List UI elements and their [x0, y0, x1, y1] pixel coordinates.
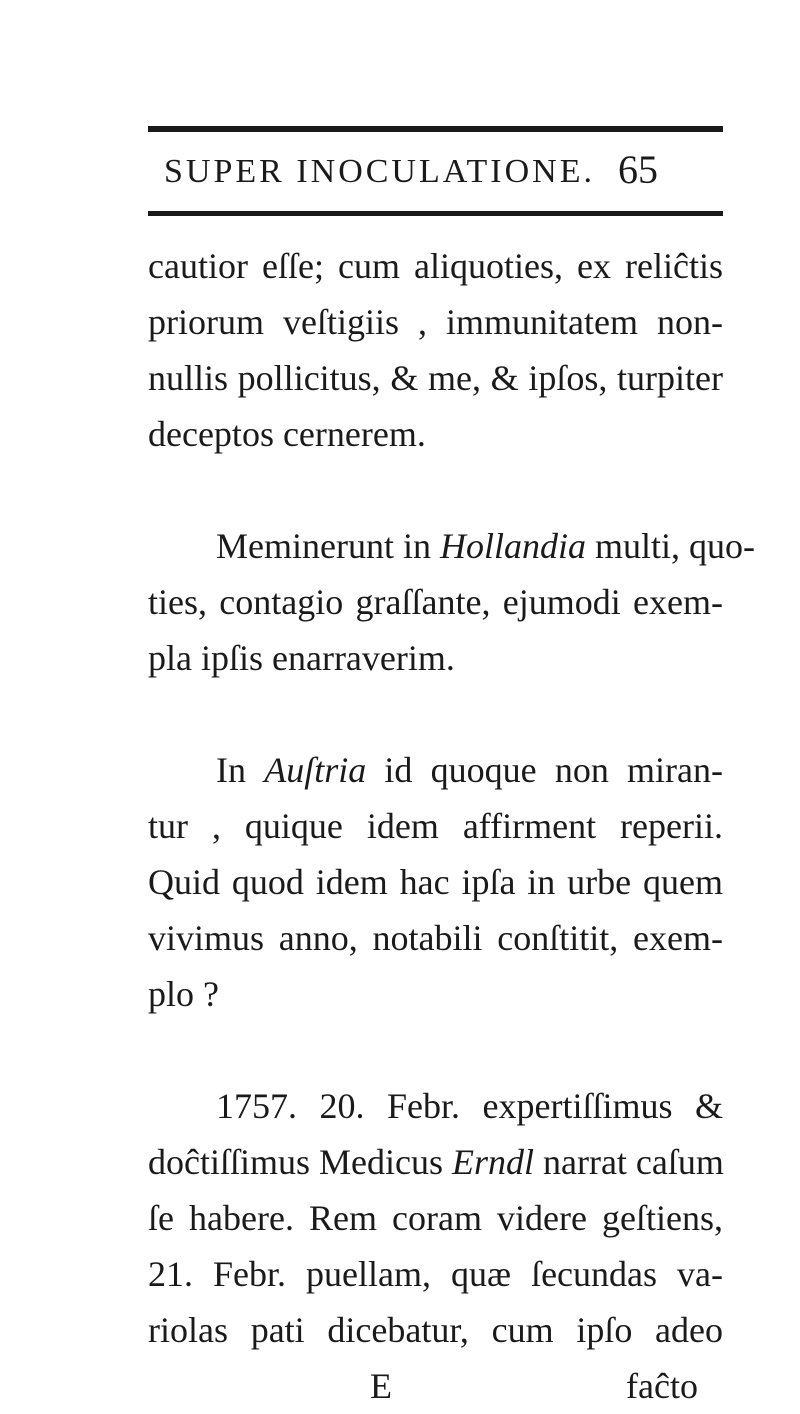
paragraph-1 — [148, 238, 723, 462]
text-line: riolas pati dicebatur, cum ipſo adeo — [148, 1310, 723, 1350]
running-head — [148, 147, 723, 194]
catchword: faĉto — [626, 1366, 698, 1406]
text-line: plo ? — [148, 974, 219, 1014]
header-rule-bottom — [148, 211, 723, 216]
text-line: ſe habere. Rem coram videre geſtiens, — [148, 1198, 723, 1238]
place-name-italic: Auſtria — [264, 750, 367, 790]
text-line: cautior eſſe; cum aliquoties, ex reliĉtis — [148, 246, 723, 286]
text-run: In — [216, 750, 265, 790]
text-line — [148, 518, 755, 574]
text-run: doĉtiſſimus Medicus — [148, 1142, 452, 1182]
text-line: tur , quique idem affirment reperii. — [148, 806, 723, 846]
text-line: 1757. 20. Febr. expertiſſimus & — [216, 1086, 723, 1126]
text-line: 21. Febr. puellam, quæ ſecundas va- — [148, 1254, 723, 1294]
text-line: pla ipſis enarraverim. — [148, 638, 455, 678]
text-line: deceptos cernerem. — [148, 414, 426, 454]
paragraph-spacer — [148, 462, 723, 518]
text-run: Meminerunt in — [216, 526, 440, 566]
body-text — [148, 238, 755, 1414]
text-line: Quid quod idem hac ipſa in urbe quem — [148, 862, 723, 902]
signature-mark: E — [370, 1366, 392, 1406]
text-run: narrat caſum — [534, 1142, 724, 1182]
paragraph-3 — [148, 742, 723, 1022]
page-footer — [148, 1358, 723, 1414]
text-run: multi, quo- — [585, 526, 755, 566]
text-line: ties, contagio graſſante, ejumodi exem- — [148, 582, 723, 622]
paragraph-spacer — [148, 686, 723, 742]
text-run: id quoque non miran- — [366, 750, 723, 790]
paragraph-2 — [148, 518, 755, 686]
header-rule-top — [148, 126, 723, 132]
text-line: priorum veſtigiis , immunitatem non- — [148, 302, 723, 342]
running-title: SUPER INOCULATIONE. — [164, 153, 595, 190]
text-line: vivimus anno, notabili conſtitit, exem- — [148, 918, 723, 958]
paragraph-spacer — [148, 1022, 723, 1078]
text-line — [148, 1134, 723, 1190]
text-line: nullis pollicitus, & me, & ipſos, turpiter — [148, 358, 723, 398]
text-line — [148, 742, 723, 798]
place-name-italic: Hollandia — [439, 526, 586, 566]
person-name-italic: Erndl — [451, 1142, 534, 1182]
page-number: 65 — [618, 147, 658, 192]
paragraph-4 — [148, 1078, 723, 1358]
